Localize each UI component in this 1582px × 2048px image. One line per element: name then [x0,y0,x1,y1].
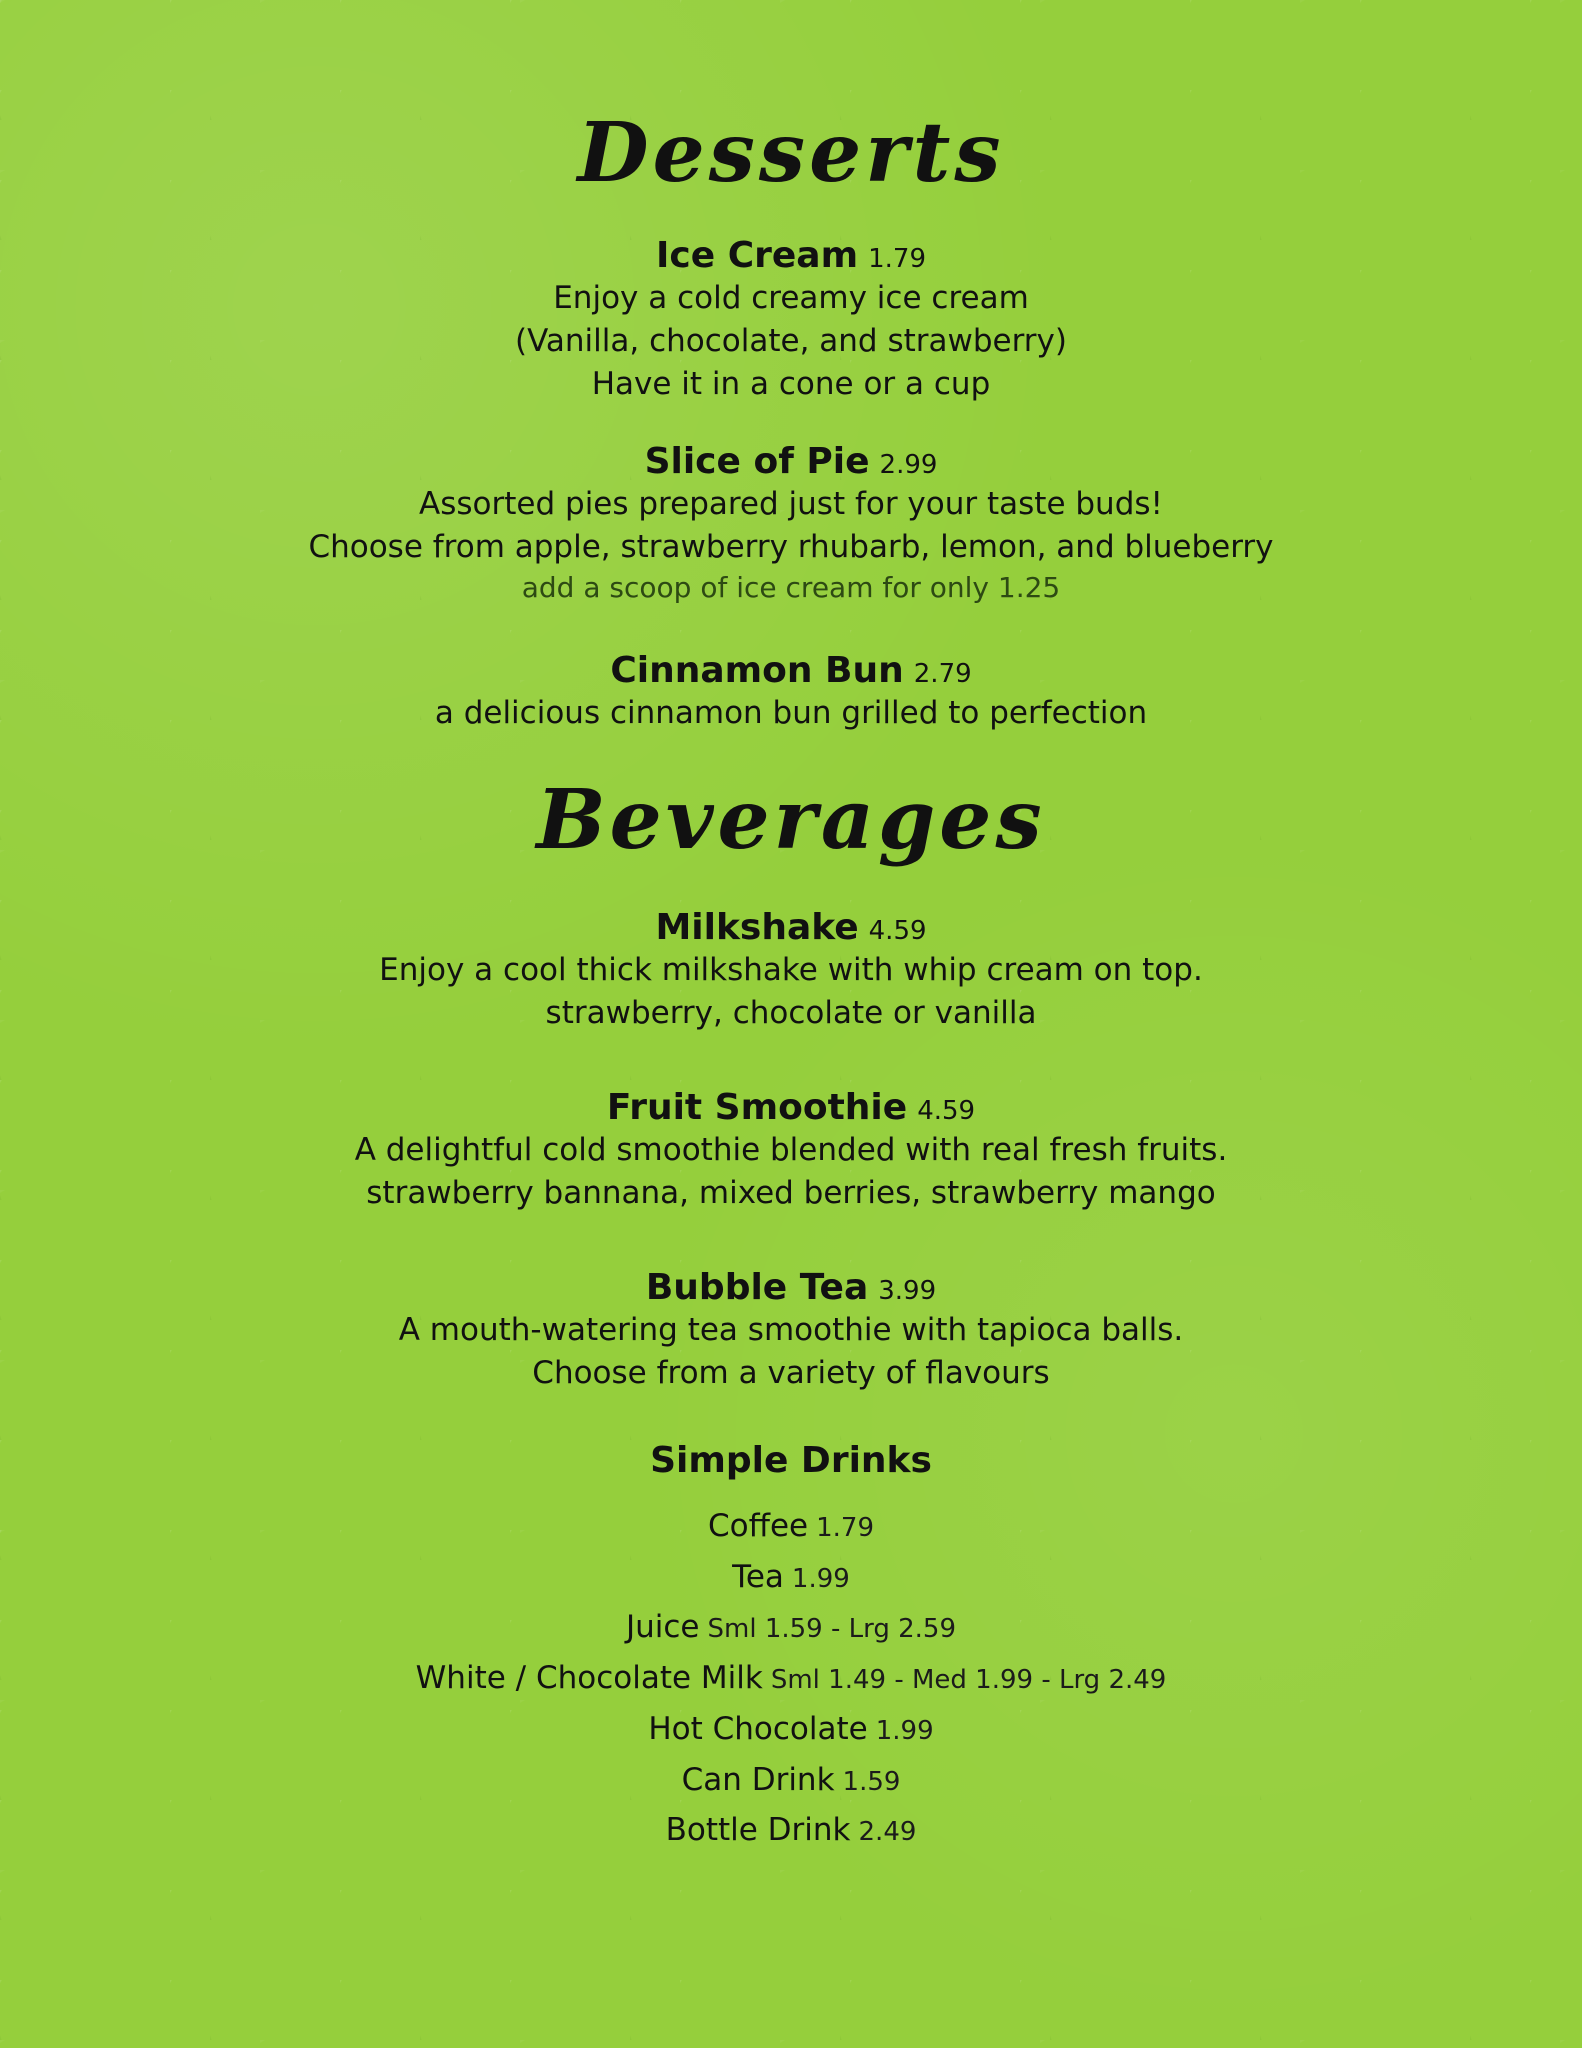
beverage-item-milkshake [0,906,1582,1035]
item-description-line: Choose from a variety of flavours [532,1354,1050,1391]
desserts-title: Desserts [577,105,1005,201]
item-description-line: A delightful cold smoothie blended with real fresh fruits. [354,1132,1228,1169]
drink-name: Tea [732,1558,784,1595]
item-price: 2.99 [879,450,938,480]
drink-name: White / Chocolate Milk [415,1660,763,1697]
item-heading [0,1086,1582,1129]
item-description-line: Assorted pies prepared just for your taste buds! [419,486,1163,523]
item-heading [0,440,1582,483]
simple-drink-item [0,1654,1582,1705]
drink-name: Can Drink [681,1761,835,1798]
simple-drinks-list [0,1502,1582,1857]
drink-price: Sml 1.59 - Lrg 2.59 [707,1614,957,1645]
item-description-line: Have it in a cone or a cup [591,365,991,402]
simple-drink-item [0,1756,1582,1807]
dessert-item-slice-of-pie [0,440,1582,607]
item-name: Milkshake [655,907,859,948]
beverage-item-bubble-tea [0,1266,1582,1395]
item-description-line: Choose from apple, strawberry rhubarb, lemon, and blueberry [308,528,1274,565]
drink-name: Hot Chocolate [648,1710,868,1747]
item-description-line: a delicious cinnamon bun grilled to perfection [434,695,1148,732]
item-heading [0,906,1582,949]
item-description-line: strawberry, chocolate or vanilla [545,994,1037,1031]
drink-name: Coffee [707,1508,809,1544]
item-description-line: A mouth-watering tea smoothie with tapioca balls. [398,1312,1184,1349]
item-description-line: Enjoy a cold creamy ice cream [553,280,1029,317]
item-name: Ice Cream [656,235,859,276]
simple-drink-item [0,1502,1582,1553]
item-price: 4.59 [917,1096,976,1126]
simple-drink-item [0,1806,1582,1857]
item-description-line: Enjoy a cool thick milkshake with whip cream on top. [379,952,1203,989]
item-price: 3.99 [878,1276,937,1306]
simple-drink-item [0,1705,1582,1756]
item-price: 2.79 [913,659,972,689]
item-name: Bubble Tea [645,1267,869,1308]
drink-price: Sml 1.49 - Med 1.99 - Lrg 2.49 [770,1665,1167,1696]
drink-price: 1.99 [791,1563,850,1594]
dessert-item-ice-cream [0,234,1582,405]
dessert-item-cinnamon-bun [0,649,1582,735]
item-name: Slice of Pie [644,441,870,482]
drink-name: Juice [625,1609,700,1646]
item-price: 1.79 [868,244,926,274]
item-description-line: (Vanilla, chocolate, and strawberry) [514,322,1067,359]
beverage-item-fruit-smoothie [0,1086,1582,1215]
simple-drink-item [0,1603,1582,1654]
drink-name: Bottle Drink [665,1812,851,1849]
item-heading [0,649,1582,692]
drink-price: 1.99 [875,1715,934,1746]
drink-price: 2.49 [858,1817,917,1848]
item-price: 4.59 [868,916,927,946]
item-heading [0,1266,1582,1309]
item-name: Cinnamon Bun [610,650,904,691]
item-name: Fruit Smoothie [606,1087,908,1128]
item-heading [0,234,1582,277]
drink-price: 1.79 [816,1513,874,1543]
item-description-line: strawberry bannana, mixed berries, strawberry mango [366,1174,1216,1211]
simple-drink-item [0,1553,1582,1604]
item-note: add a scoop of ice cream for only 1.25 [521,570,1061,604]
drink-price: 1.59 [842,1766,901,1797]
beverages-title: Beverages [536,772,1046,868]
simple-drinks-title: Simple Drinks [650,1440,932,1481]
